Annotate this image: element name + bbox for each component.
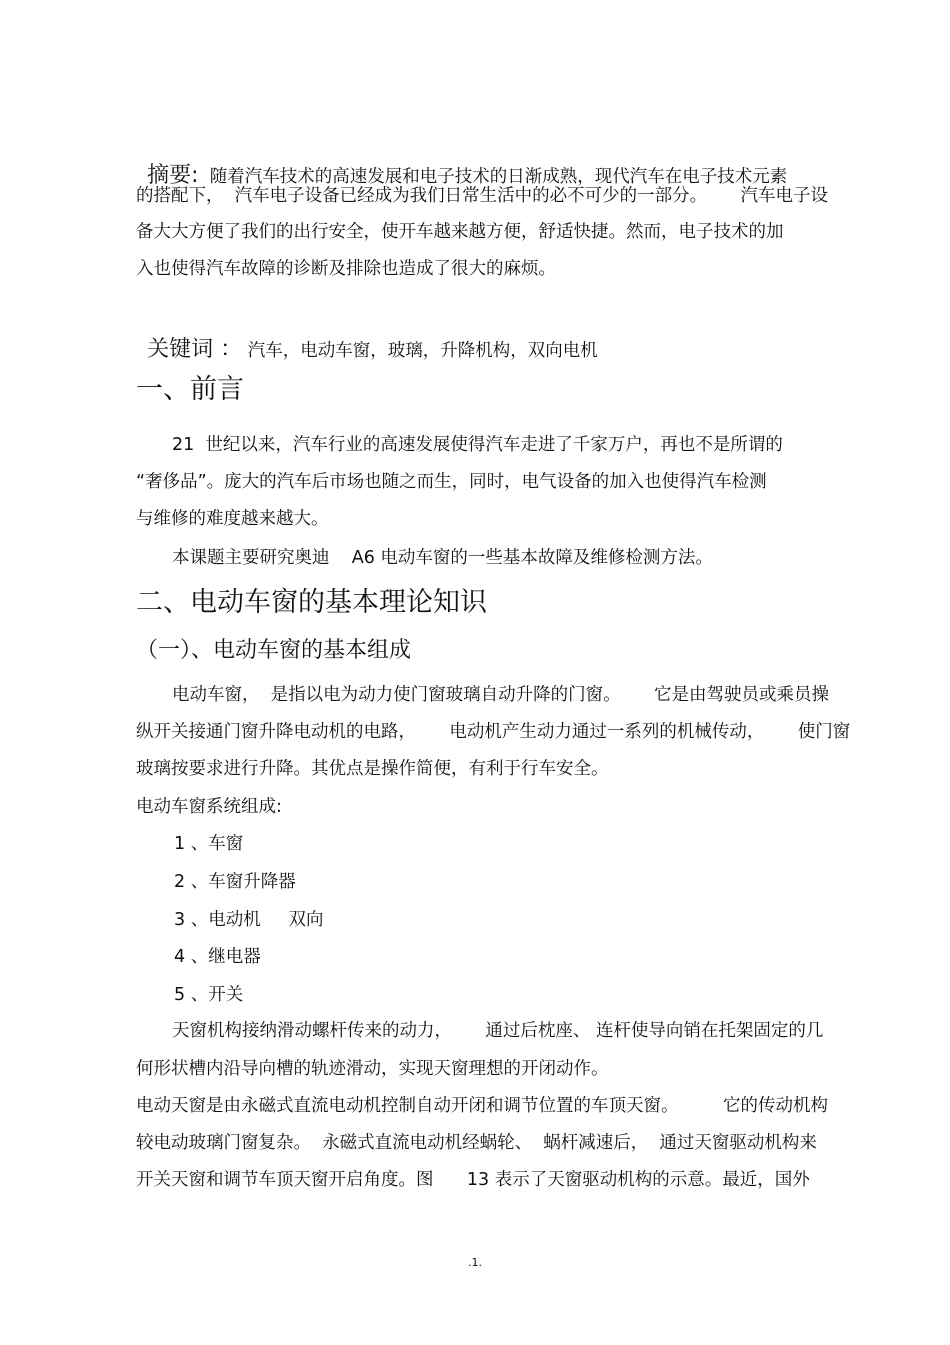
sunroof-line-1: 天窗机构接纳滑动螺杆传来的动力， 通过后枕座、 连杆使导向销在托架固定的几 bbox=[172, 1021, 824, 1041]
sunroof-line-5: 开关天窗和调节车顶天窗开启角度。图 13 表示了天窗驱动机构的示意。最近，国外 bbox=[136, 1170, 810, 1190]
abstract-text-1: 随着汽车技术的高速发展和电子技术的日渐成熟，现代汽车在电子技术元素 bbox=[209, 167, 788, 187]
list-item: 3 、电动机 双向 bbox=[174, 910, 324, 930]
list-item: 5 、开关 bbox=[174, 985, 244, 1005]
sunroof-line-2: 何形状槽内沿导向槽的轨迹滑动，实现天窗理想的开闭动作。 bbox=[136, 1059, 609, 1079]
section-heading-theory: 二、电动车窗的基本理论知识 bbox=[136, 587, 487, 618]
preface-line-1: 21 世纪以来，汽车行业的高速发展使得汽车走进了千家万户，再也不是所谓的 bbox=[172, 435, 783, 455]
list-item: 1 、车窗 bbox=[174, 834, 244, 854]
page-number: .1. bbox=[468, 1256, 482, 1269]
preface-line-2: “奢侈品”。庞大的汽车后市场也随之而生，同时，电气设备的加入也使得汽车检测 bbox=[136, 472, 767, 492]
abstract-line-1 bbox=[136, 140, 787, 189]
abstract-line-2: 的搭配下， 汽车电子设备已经成为我们日常生活中的必不可少的一部分。 汽车电子设 bbox=[136, 186, 828, 206]
list-item: 2 、车窗升降器 bbox=[174, 872, 296, 892]
intro-line-1: 电动车窗， 是指以电为动力使门窗玻璃自动升降的门窗。 它是由驾驶员或乘员操 bbox=[172, 685, 829, 705]
sunroof-line-3: 电动天窗是由永磁式直流电动机控制自动开闭和调节位置的车顶天窗。 它的传动机构 bbox=[136, 1096, 828, 1116]
subsection-heading-composition: （一）、电动车窗的基本组成 bbox=[136, 638, 412, 663]
preface-line-3: 与维修的难度越来越大。 bbox=[136, 509, 329, 529]
abstract-line-4: 入也使得汽车故障的诊断及排除也造成了很大的麻烦。 bbox=[136, 259, 556, 279]
sunroof-line-4: 较电动玻璃门窗复杂。 永磁式直流电动机经蜗轮、 蜗杆减速后， 通过天窗驱动机构来 bbox=[136, 1133, 817, 1153]
abstract-line-3: 备大大方便了我们的出行安全，使开车越来越方便，舒适快捷。然而，电子技术的加 bbox=[136, 222, 784, 242]
system-label: 电动车窗系统组成: bbox=[136, 797, 282, 817]
intro-line-2: 纵开关接通门窗升降电动机的电路， 电动机产生动力通过一系列的机械传动， 使门窗 bbox=[136, 722, 851, 742]
preface-line-4: 本课题主要研究奥迪 A6 电动车窗的一些基本故障及维修检测方法。 bbox=[172, 548, 713, 568]
section-heading-preface: 一、前言 bbox=[136, 374, 244, 405]
abstract-label: 摘要: bbox=[147, 163, 199, 188]
keywords-label: 关键词 ： bbox=[147, 337, 243, 362]
intro-line-3: 玻璃按要求进行升降。其优点是操作简便，有利于行车安全。 bbox=[136, 759, 609, 779]
keywords-text: 汽车，电动车窗，玻璃，升降机构，双向电机 bbox=[247, 341, 598, 361]
keywords-line bbox=[136, 314, 598, 363]
list-item: 4 、继电器 bbox=[174, 947, 261, 967]
